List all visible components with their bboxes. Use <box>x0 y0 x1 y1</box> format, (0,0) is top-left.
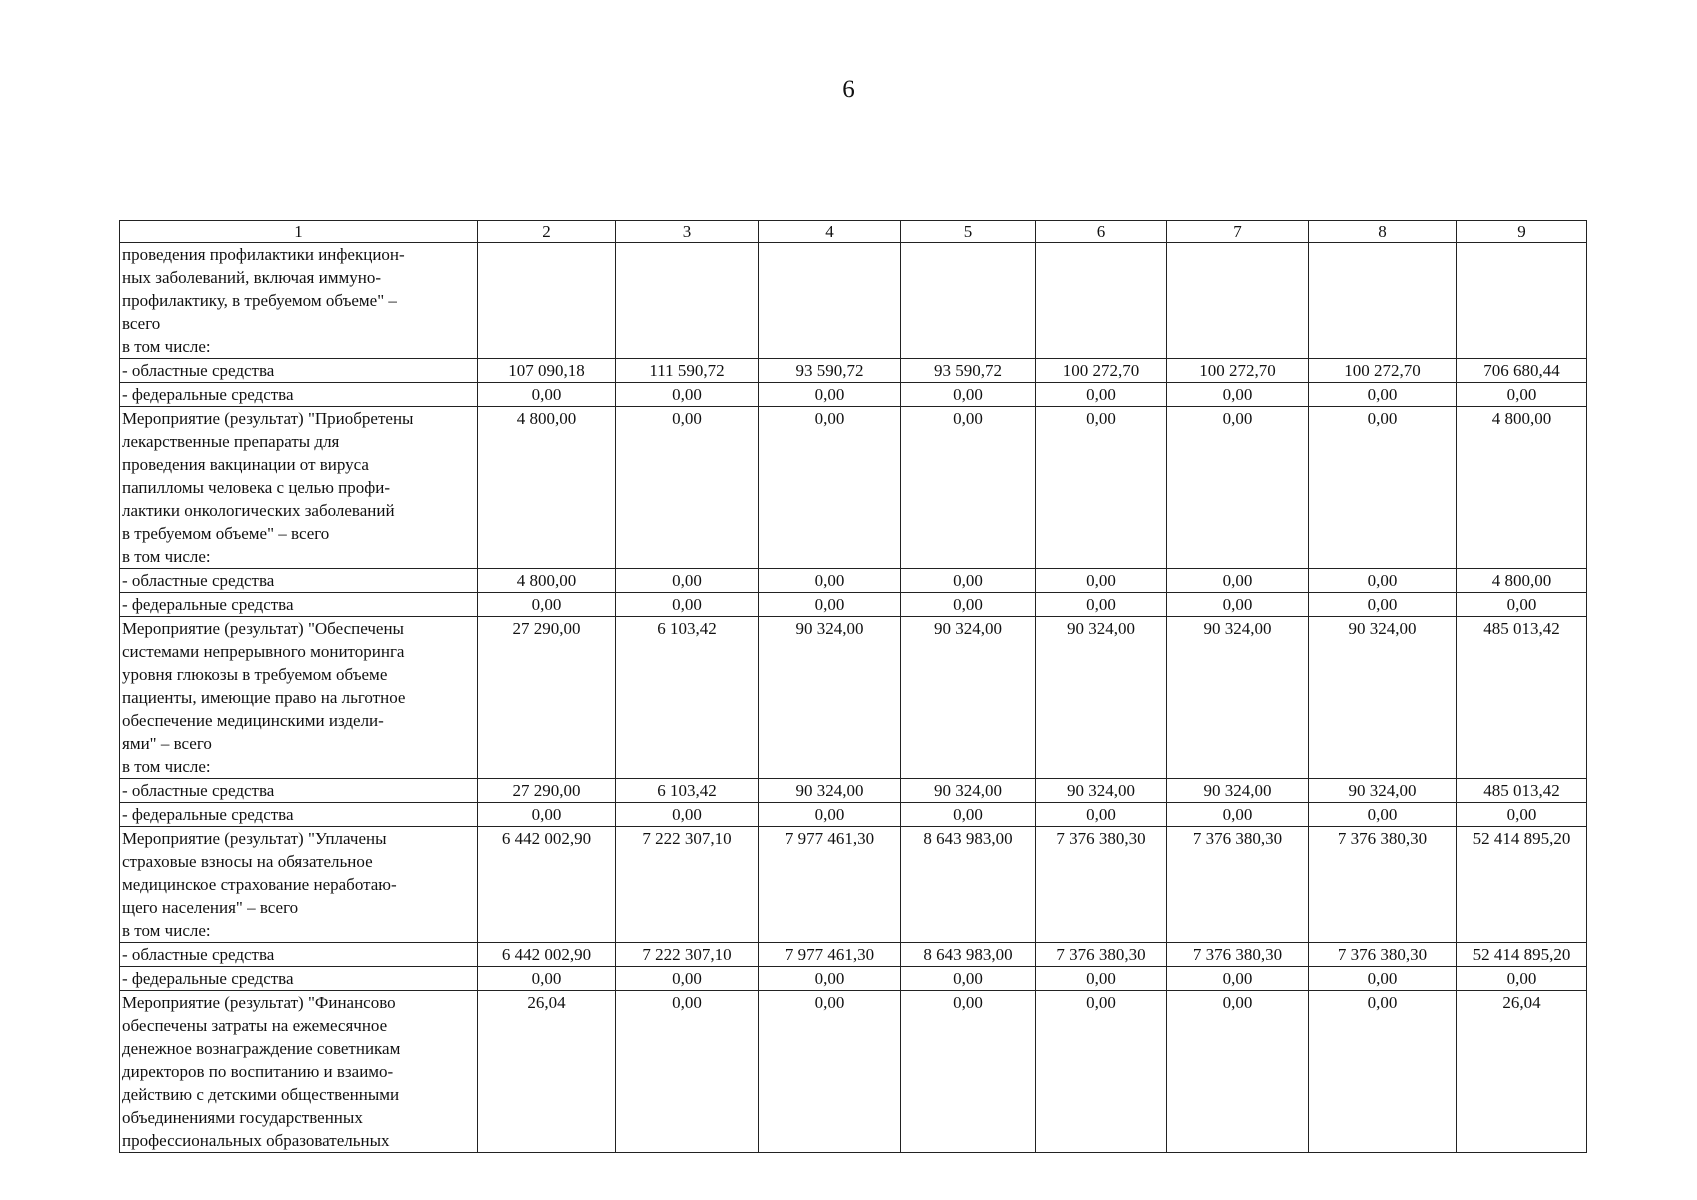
value-cell: 0,00 <box>1036 967 1167 991</box>
value-cell: 107 090,18 <box>478 359 616 383</box>
value-cell: 0,00 <box>901 991 1036 1153</box>
value-cell: 0,00 <box>478 593 616 617</box>
table-row <box>120 359 1587 383</box>
row-label <box>120 569 478 593</box>
value-cell: 7 376 380,30 <box>1036 943 1167 967</box>
value-cell: 6 103,42 <box>616 617 759 779</box>
value-cell: 0,00 <box>616 407 759 569</box>
value-cell: 0,00 <box>616 991 759 1153</box>
value-cell: 0,00 <box>1457 967 1587 991</box>
row-label-line: профилактику, в требуемом объеме" – <box>122 291 397 310</box>
row-label-line: уровня глюкозы в требуемом объеме <box>122 665 388 684</box>
value-cell: 90 324,00 <box>759 779 901 803</box>
value-cell: 0,00 <box>1036 593 1167 617</box>
row-label-line: в том числе: <box>122 547 211 566</box>
value-cell: 27 290,00 <box>478 779 616 803</box>
value-cell: 0,00 <box>1309 407 1457 569</box>
value-cell: 0,00 <box>616 803 759 827</box>
value-cell: 90 324,00 <box>1167 779 1309 803</box>
row-label-line: действию с детскими общественными <box>122 1085 400 1104</box>
value-cell: 0,00 <box>759 803 901 827</box>
value-cell: 0,00 <box>478 803 616 827</box>
value-cell: 7 376 380,30 <box>1167 943 1309 967</box>
value-cell <box>616 243 759 359</box>
row-label <box>120 243 478 359</box>
row-label-line: проведения вакцинации от вируса <box>122 455 369 474</box>
value-cell: 0,00 <box>616 967 759 991</box>
row-label-line: обеспечены затраты на ежемесячное <box>122 1016 388 1035</box>
column-header: 2 <box>478 221 616 243</box>
value-cell: 0,00 <box>1309 569 1457 593</box>
value-cell: 7 376 380,30 <box>1167 827 1309 943</box>
row-label-line: объединениями государственных <box>122 1108 363 1127</box>
value-cell: 8 643 983,00 <box>901 827 1036 943</box>
row-label-line: пациенты, имеющие право на льготное <box>122 688 406 707</box>
value-cell: 7 977 461,30 <box>759 827 901 943</box>
row-label <box>120 383 478 407</box>
column-header: 8 <box>1309 221 1457 243</box>
budget-table <box>119 220 1587 1153</box>
value-cell: 485 013,42 <box>1457 617 1587 779</box>
row-label-line: - федеральные средства <box>122 595 294 614</box>
value-cell: 4 800,00 <box>478 569 616 593</box>
value-cell: 100 272,70 <box>1036 359 1167 383</box>
row-label <box>120 779 478 803</box>
value-cell: 0,00 <box>1167 593 1309 617</box>
row-label-line: денежное вознаграждение советникам <box>122 1039 401 1058</box>
table-row <box>120 991 1587 1153</box>
value-cell: 0,00 <box>1167 803 1309 827</box>
row-label-line: обеспечение медицинскими издели- <box>122 711 384 730</box>
row-label <box>120 407 478 569</box>
row-label-line: страховые взносы на обязательное <box>122 852 373 871</box>
value-cell: 8 643 983,00 <box>901 943 1036 967</box>
value-cell: 7 376 380,30 <box>1309 943 1457 967</box>
row-label-line: всего <box>122 314 161 333</box>
row-label <box>120 617 478 779</box>
value-cell: 0,00 <box>1457 803 1587 827</box>
value-cell <box>1036 243 1167 359</box>
row-label-line: - федеральные средства <box>122 805 294 824</box>
value-cell: 4 800,00 <box>1457 407 1587 569</box>
value-cell: 27 290,00 <box>478 617 616 779</box>
row-label <box>120 827 478 943</box>
row-label-line: - федеральные средства <box>122 969 294 988</box>
table-row <box>120 243 1587 359</box>
value-cell: 0,00 <box>1167 991 1309 1153</box>
value-cell: 7 222 307,10 <box>616 943 759 967</box>
value-cell: 90 324,00 <box>901 617 1036 779</box>
row-label-line: Мероприятие (результат) "Уплачены <box>122 829 387 848</box>
row-label-line: щего населения" – всего <box>122 898 299 917</box>
value-cell: 0,00 <box>1036 407 1167 569</box>
value-cell: 0,00 <box>1036 991 1167 1153</box>
value-cell: 0,00 <box>1167 569 1309 593</box>
value-cell <box>759 243 901 359</box>
row-label-line: в требуемом объеме" – всего <box>122 524 330 543</box>
row-label-line: в том числе: <box>122 337 211 356</box>
row-label <box>120 943 478 967</box>
value-cell <box>478 243 616 359</box>
table-row <box>120 827 1587 943</box>
row-label-line: директоров по воспитанию и взаимо- <box>122 1062 394 1081</box>
row-label-line: в том числе: <box>122 757 211 776</box>
row-label-line: медицинское страхование неработаю- <box>122 875 397 894</box>
value-cell: 90 324,00 <box>1036 617 1167 779</box>
row-label-line: Мероприятие (результат) "Приобретены <box>122 409 414 428</box>
table-row <box>120 407 1587 569</box>
value-cell: 52 414 895,20 <box>1457 827 1587 943</box>
value-cell: 0,00 <box>901 569 1036 593</box>
value-cell: 0,00 <box>478 967 616 991</box>
value-cell: 0,00 <box>1167 967 1309 991</box>
table-row <box>120 803 1587 827</box>
row-label-line: профессиональных образовательных <box>122 1131 390 1150</box>
column-header: 6 <box>1036 221 1167 243</box>
row-label-line: Мероприятие (результат) "Обеспечены <box>122 619 404 638</box>
column-header: 9 <box>1457 221 1587 243</box>
column-header: 1 <box>120 221 478 243</box>
value-cell: 0,00 <box>1457 383 1587 407</box>
value-cell: 0,00 <box>901 803 1036 827</box>
table-row <box>120 593 1587 617</box>
value-cell: 0,00 <box>901 383 1036 407</box>
value-cell: 4 800,00 <box>1457 569 1587 593</box>
value-cell: 4 800,00 <box>478 407 616 569</box>
value-cell: 26,04 <box>1457 991 1587 1153</box>
row-label <box>120 991 478 1153</box>
value-cell: 0,00 <box>616 383 759 407</box>
value-cell: 0,00 <box>1309 383 1457 407</box>
header-row <box>120 221 1587 243</box>
value-cell <box>1309 243 1457 359</box>
value-cell: 100 272,70 <box>1167 359 1309 383</box>
value-cell: 0,00 <box>759 967 901 991</box>
value-cell: 90 324,00 <box>1036 779 1167 803</box>
value-cell: 93 590,72 <box>759 359 901 383</box>
row-label-line: - областные средства <box>122 571 275 590</box>
value-cell: 0,00 <box>759 593 901 617</box>
value-cell: 52 414 895,20 <box>1457 943 1587 967</box>
value-cell: 90 324,00 <box>759 617 901 779</box>
value-cell: 0,00 <box>759 383 901 407</box>
value-cell: 90 324,00 <box>1167 617 1309 779</box>
row-label-line: - областные средства <box>122 945 275 964</box>
table-row <box>120 383 1587 407</box>
value-cell: 90 324,00 <box>901 779 1036 803</box>
value-cell: 0,00 <box>616 569 759 593</box>
value-cell: 7 977 461,30 <box>759 943 901 967</box>
value-cell: 0,00 <box>1457 593 1587 617</box>
row-label-line: Мероприятие (результат) "Финансово <box>122 993 396 1012</box>
column-header: 7 <box>1167 221 1309 243</box>
value-cell: 0,00 <box>1036 569 1167 593</box>
value-cell: 0,00 <box>1309 593 1457 617</box>
value-cell: 0,00 <box>1309 967 1457 991</box>
row-label-line: в том числе: <box>122 921 211 940</box>
table-row <box>120 779 1587 803</box>
value-cell: 6 103,42 <box>616 779 759 803</box>
value-cell: 93 590,72 <box>901 359 1036 383</box>
value-cell: 0,00 <box>1036 383 1167 407</box>
row-label-line: - областные средства <box>122 361 275 380</box>
value-cell: 0,00 <box>901 967 1036 991</box>
value-cell: 100 272,70 <box>1309 359 1457 383</box>
value-cell: 706 680,44 <box>1457 359 1587 383</box>
value-cell <box>901 243 1036 359</box>
value-cell: 6 442 002,90 <box>478 827 616 943</box>
value-cell: 7 376 380,30 <box>1036 827 1167 943</box>
row-label-line: ных заболеваний, включая иммуно- <box>122 268 381 287</box>
row-label-line: ями" – всего <box>122 734 212 753</box>
table-row <box>120 943 1587 967</box>
value-cell <box>1167 243 1309 359</box>
row-label-line: - федеральные средства <box>122 385 294 404</box>
row-label <box>120 593 478 617</box>
value-cell: 90 324,00 <box>1309 779 1457 803</box>
row-label-line: системами непрерывного мониторинга <box>122 642 405 661</box>
row-label-line: лекарственные препараты для <box>122 432 340 451</box>
value-cell: 111 590,72 <box>616 359 759 383</box>
table-row <box>120 967 1587 991</box>
row-label <box>120 359 478 383</box>
row-label <box>120 967 478 991</box>
value-cell: 0,00 <box>616 593 759 617</box>
value-cell: 0,00 <box>759 569 901 593</box>
value-cell: 7 376 380,30 <box>1309 827 1457 943</box>
value-cell: 26,04 <box>478 991 616 1153</box>
value-cell: 0,00 <box>1036 803 1167 827</box>
value-cell: 0,00 <box>478 383 616 407</box>
value-cell: 485 013,42 <box>1457 779 1587 803</box>
value-cell: 0,00 <box>1309 991 1457 1153</box>
row-label-line: папилломы человека с целью профи- <box>122 478 391 497</box>
value-cell: 90 324,00 <box>1309 617 1457 779</box>
value-cell: 0,00 <box>759 991 901 1153</box>
value-cell: 0,00 <box>1167 383 1309 407</box>
value-cell: 7 222 307,10 <box>616 827 759 943</box>
column-header: 4 <box>759 221 901 243</box>
value-cell: 0,00 <box>759 407 901 569</box>
value-cell: 6 442 002,90 <box>478 943 616 967</box>
row-label-line: - областные средства <box>122 781 275 800</box>
table-row <box>120 617 1587 779</box>
value-cell: 0,00 <box>1167 407 1309 569</box>
row-label-line: проведения профилактики инфекцион- <box>122 245 405 264</box>
value-cell: 0,00 <box>1309 803 1457 827</box>
row-label <box>120 803 478 827</box>
value-cell: 0,00 <box>901 593 1036 617</box>
column-header: 3 <box>616 221 759 243</box>
row-label-line: лактики онкологических заболеваний <box>122 501 395 520</box>
page-number: 6 <box>842 76 855 103</box>
column-header: 5 <box>901 221 1036 243</box>
table-row <box>120 569 1587 593</box>
value-cell <box>1457 243 1587 359</box>
value-cell: 0,00 <box>901 407 1036 569</box>
